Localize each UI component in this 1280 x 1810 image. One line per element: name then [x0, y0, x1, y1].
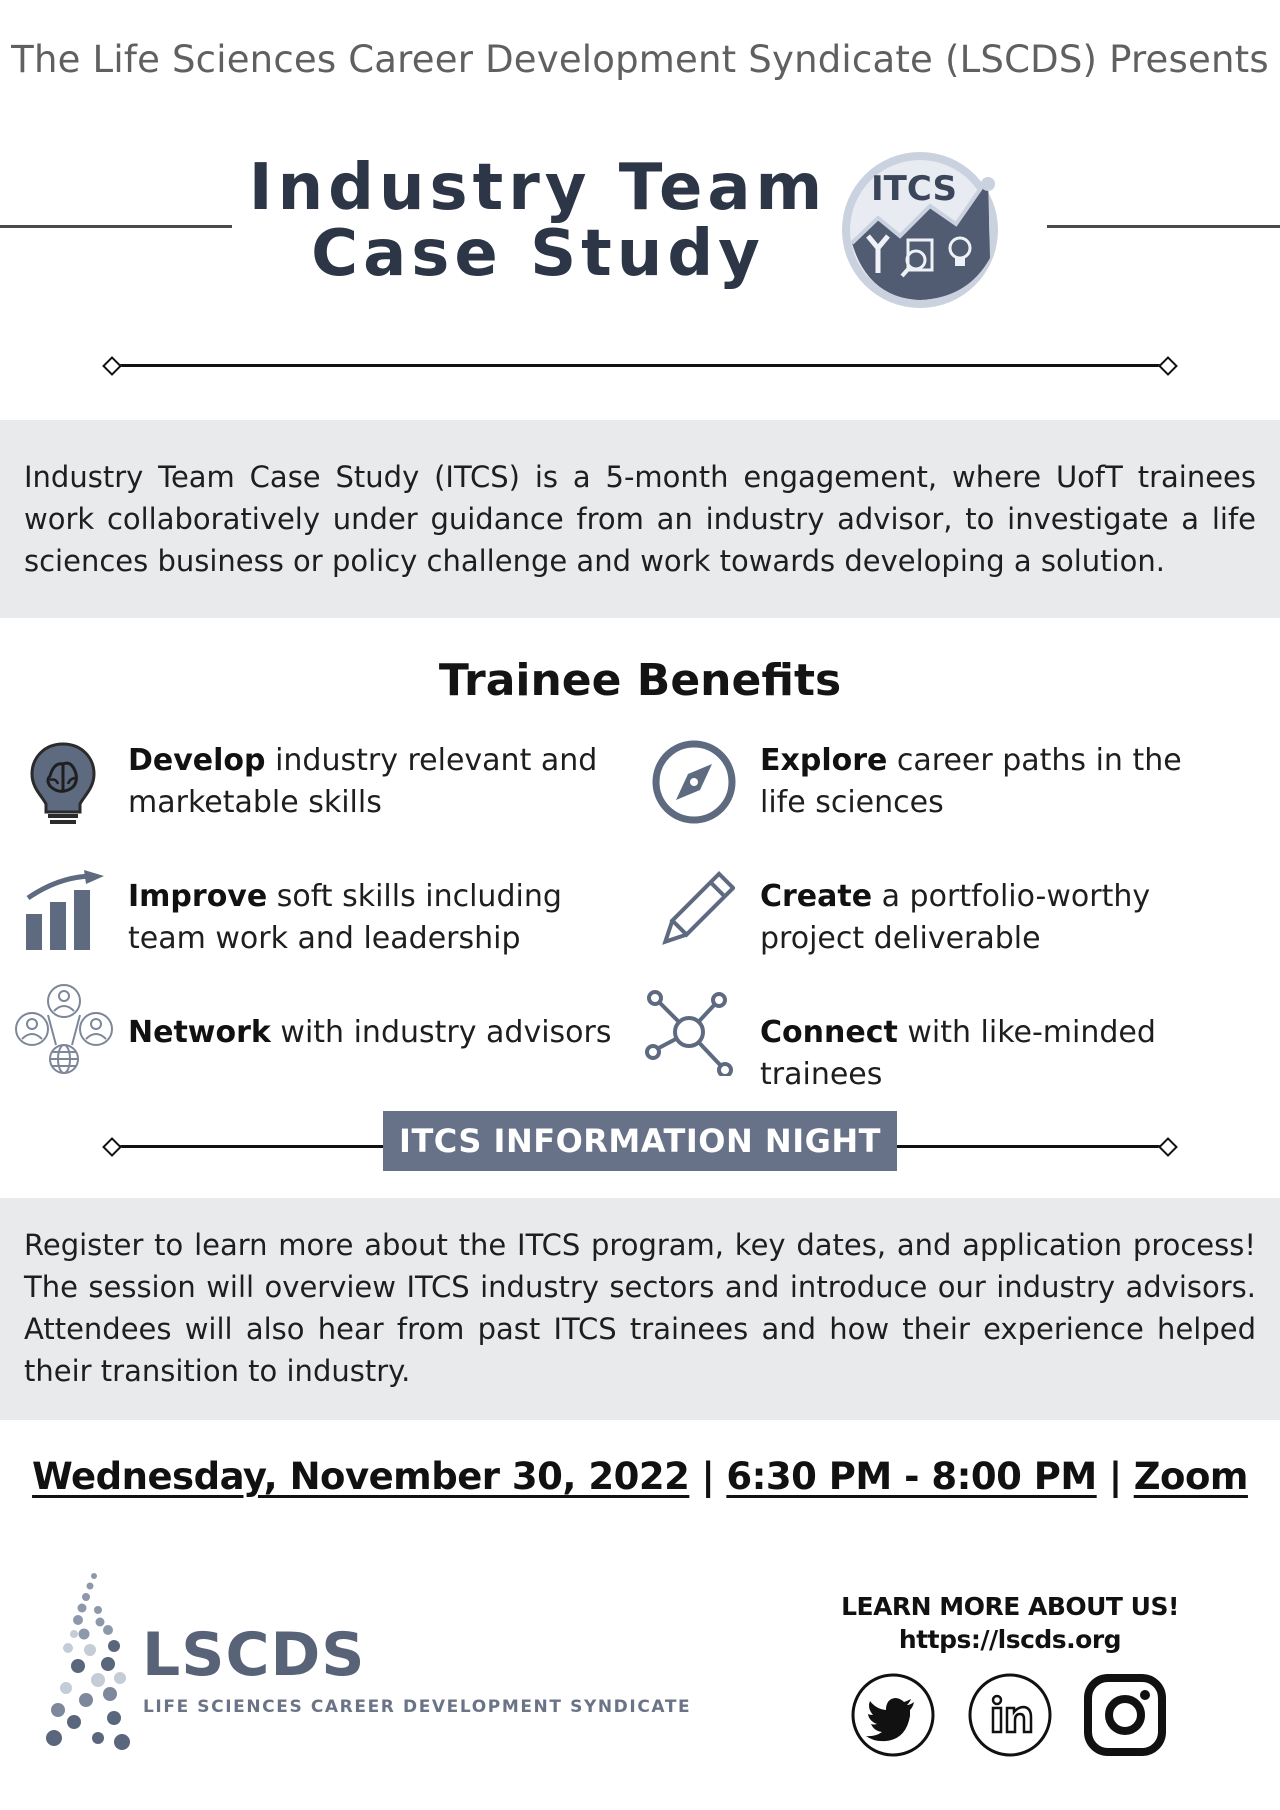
separator-2: |: [1108, 1455, 1122, 1498]
event-details: [0, 1455, 1280, 1498]
benefit-network: [128, 1012, 648, 1054]
benefit-network-bold: Network: [128, 1015, 271, 1050]
separator-1: |: [701, 1455, 715, 1498]
pencil-icon: [655, 870, 735, 954]
benefit-connect-bold: Connect: [760, 1015, 898, 1050]
page-title: [228, 151, 848, 291]
benefit-create: [760, 876, 1260, 960]
itcs-badge-icon: [838, 148, 1002, 312]
logo-name: LSCDS: [142, 1620, 366, 1690]
benefit-develop: [128, 740, 598, 824]
presenter-line: The Life Sciences Career Development Syndicate (LSCDS) Presents: [11, 38, 1269, 81]
benefit-connect: [760, 1012, 1260, 1096]
event-time: 6:30 PM - 8:00 PM: [726, 1455, 1097, 1498]
benefit-explore: [760, 740, 1230, 824]
header-divider: [105, 364, 1175, 368]
intro-text: Industry Team Case Study (ITCS) is a 5-month engagement, where UofT trainees work collaboratively under guidance from an industry advisor, to investigate a life sciences business or policy challenge and work towards developing a solution.: [24, 460, 1256, 578]
benefit-connect-text: with like-minded trainees: [760, 1015, 1156, 1092]
website-link[interactable]: https://lscds.org: [898, 1625, 1122, 1654]
linkedin-icon[interactable]: [967, 1672, 1053, 1758]
info-night-band: [0, 1198, 1280, 1420]
learn-more-heading: LEARN MORE ABOUT US!: [841, 1592, 1179, 1621]
connection-nodes-icon: [645, 990, 735, 1076]
title-line-2: Case Study: [311, 217, 765, 291]
benefit-explore-text: career paths in the life sciences: [760, 743, 1182, 820]
event-location: Zoom: [1133, 1455, 1248, 1498]
learn-more-block: [820, 1590, 1200, 1656]
title-line-1: Industry Team: [248, 151, 828, 225]
benefit-improve-text: soft skills including team work and leadership: [128, 879, 562, 956]
info-night-label: ITCS INFORMATION NIGHT: [383, 1111, 897, 1171]
benefits-title: Trainee Benefits: [438, 655, 842, 706]
benefit-develop-text: industry relevant and marketable skills: [128, 743, 598, 820]
benefit-create-bold: Create: [760, 879, 873, 914]
event-date: Wednesday, November 30, 2022: [32, 1455, 690, 1498]
compass-icon: [650, 738, 738, 826]
benefit-improve-bold: Improve: [128, 879, 268, 914]
benefit-develop-bold: Develop: [128, 743, 266, 778]
lscds-logo-icon: [38, 1570, 148, 1760]
badge-text: ITCS: [871, 169, 957, 209]
brain-bulb-icon: [28, 740, 98, 828]
benefit-improve: [128, 876, 648, 960]
twitter-icon[interactable]: [850, 1672, 936, 1758]
benefit-create-text: a portfolio-worthy project deliverable: [760, 879, 1151, 956]
title-rule-left: [0, 225, 232, 228]
growth-chart-icon: [24, 870, 108, 952]
benefit-network-text: with industry advisors: [270, 1015, 612, 1050]
info-night-text: Register to learn more about the ITCS program, key dates, and application process! The session will overview ITCS industry sectors and introduce our industry advisors. Attendees will also hear from past ITCS trainees and how their experience helped their transition to industry.: [24, 1228, 1256, 1388]
benefit-explore-bold: Explore: [760, 743, 888, 778]
intro-band: [0, 420, 1280, 618]
instagram-icon[interactable]: [1082, 1672, 1168, 1758]
title-rule-right: [1047, 225, 1280, 228]
network-people-icon: [14, 983, 114, 1077]
logo-subtitle: LIFE SCIENCES CAREER DEVELOPMENT SYNDICATE: [143, 1697, 692, 1717]
